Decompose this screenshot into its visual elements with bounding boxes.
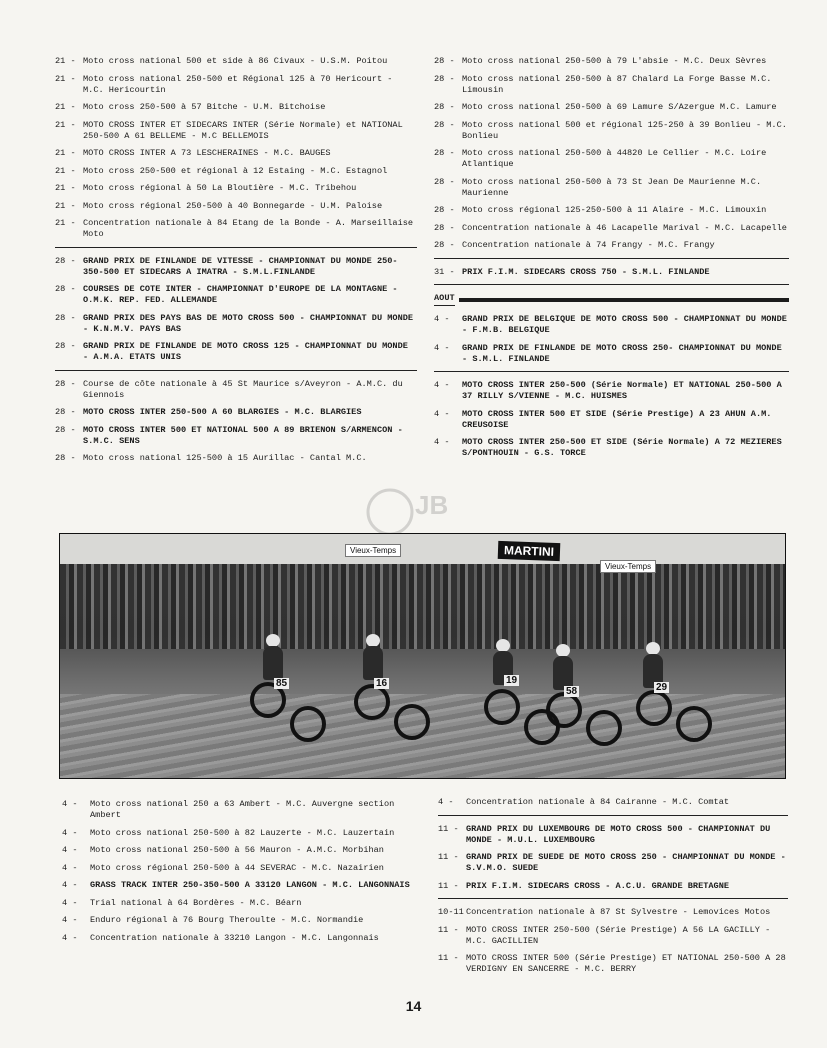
entry-text: Trial national à 64 Bordères - M.C. Béarn xyxy=(90,897,302,908)
calendar-entry xyxy=(434,74,789,96)
calendar-entry xyxy=(438,852,788,874)
calendar-entry xyxy=(62,898,422,909)
entry-text: Moto cross national 500 et side à 86 Civaux - U.S.M. Poitou xyxy=(83,56,388,66)
calendar-entry xyxy=(55,256,417,278)
entry-date: 28 - xyxy=(55,407,76,417)
entry-date: 28 - xyxy=(55,424,76,435)
entry-date: 31 - xyxy=(434,266,455,277)
calendar-entry xyxy=(55,284,417,306)
entry-date: 28 - xyxy=(434,73,455,84)
photo-banner-martini: MARTINI xyxy=(498,541,561,561)
calendar-entry xyxy=(55,425,417,447)
calendar-column-top-right xyxy=(434,56,789,466)
entry-date: 4 - xyxy=(438,797,454,807)
entry-text: Moto cross 250-500 et régional à 12 Estaing - M.C. Estagnol xyxy=(83,165,388,176)
calendar-entry xyxy=(62,880,422,891)
calendar-entry xyxy=(55,453,417,464)
entry-date: 21 - xyxy=(55,165,76,176)
entries-group xyxy=(434,267,789,278)
calendar-entry xyxy=(434,437,789,459)
entry-text: Concentration nationale à 87 St Sylvestre - Lemovices Motos xyxy=(466,907,771,917)
entries-group xyxy=(438,797,788,808)
entry-text: Moto cross national 250-500 à 69 Lamure S/Azergue M.C. Lamure xyxy=(462,102,777,112)
entries-group xyxy=(55,56,417,240)
calendar-entry xyxy=(62,799,422,821)
entries-group xyxy=(438,824,788,892)
entry-date: 28 - xyxy=(55,341,76,351)
divider xyxy=(434,284,789,285)
calendar-entry xyxy=(434,56,789,67)
month-bar xyxy=(459,298,789,302)
entry-text: GRAND PRIX DE FINLANDE DE MOTO CROSS 250- CHAMPIONNAT DU MONDE - S.M.L. FINLANDE xyxy=(462,342,782,364)
entry-text: MOTO CROSS INTER 250-500 (Série Normale) ET NATIONAL 250-500 A 37 RILLY S/VIENNE - M.C. HUISMES xyxy=(462,380,782,401)
entry-date: 4 - xyxy=(62,932,78,943)
entry-date: 21 - xyxy=(55,119,76,130)
entry-date: 11 - xyxy=(438,924,459,935)
calendar-entry xyxy=(438,881,788,892)
calendar-entry xyxy=(62,845,422,856)
entry-text: PRIX F.I.M. SIDECARS CROSS - A.C.U. GRANDE BRETAGNE xyxy=(466,880,730,891)
entry-text: Moto cross 250-500 à 57 Bitche - U.M. Bitchoise xyxy=(83,102,326,112)
entry-date: 4 - xyxy=(62,845,78,855)
entry-date: 4 - xyxy=(434,380,450,390)
entry-date: 4 - xyxy=(434,342,450,353)
calendar-entry xyxy=(434,314,789,336)
entry-text: Enduro régional à 76 Bourg Theroulte - M.C. Normandie xyxy=(90,915,364,925)
calendar-entry xyxy=(434,148,789,170)
calendar-entry xyxy=(55,183,417,194)
entry-date: 28 - xyxy=(55,284,76,294)
entry-text: Moto cross national 250-500 à 44820 Le Cellier - M.C. Loire Atlantique xyxy=(462,148,767,169)
entry-text: MOTO CROSS INTER 250-500 (Série Prestige) A 56 LA GACILLY - M.C. GACILLIEN xyxy=(466,924,771,946)
entry-text: Moto cross national 500 et régional 125-250 à 39 Bonlieu - M.C. Bonlieu xyxy=(462,119,787,141)
entry-text: Moto cross national 250 a 63 Ambert - M.C. Auvergne section Ambert xyxy=(90,799,395,820)
entries-group xyxy=(62,799,422,944)
entry-date: 21 - xyxy=(55,200,76,211)
entry-date: 21 - xyxy=(55,56,76,66)
calendar-entry xyxy=(62,863,422,874)
entry-text: Concentration nationale à 33210 Langon - M.C. Langonnais xyxy=(90,932,379,943)
entry-date: 11 - xyxy=(438,953,459,963)
entry-date: 21 - xyxy=(55,102,76,112)
calendar-entry xyxy=(434,240,789,251)
entry-date: 28 - xyxy=(434,119,455,130)
calendar-entry xyxy=(55,341,417,363)
entry-text: Concentration nationale à 84 Cairanne - M.C. Comtat xyxy=(466,797,730,807)
entry-date: 28 - xyxy=(434,205,455,215)
calendar-entry xyxy=(434,102,789,113)
divider xyxy=(438,898,788,899)
entry-date: 4 - xyxy=(62,827,78,838)
entry-date: 21 - xyxy=(55,73,76,84)
entry-date: 4 - xyxy=(62,799,78,809)
calendar-entry xyxy=(434,380,789,402)
photo-banner: Vieux-Temps xyxy=(600,560,656,573)
entry-text: COURSES DE COTE INTER - CHAMPIONNAT D'EUROPE DE LA MONTAGNE - O.M.K. REP. FED. ALLEMANDE xyxy=(83,284,398,305)
race-number-plate: 85 xyxy=(276,678,288,689)
calendar-entry xyxy=(55,102,417,113)
calendar-entry xyxy=(55,56,417,67)
entry-text: PRIX F.I.M. SIDECARS CROSS 750 - S.M.L. FINLANDE xyxy=(462,266,710,277)
entry-date: 4 - xyxy=(62,897,78,908)
month-heading xyxy=(434,293,789,306)
calendar-entry xyxy=(55,166,417,177)
entries-group xyxy=(434,56,789,251)
page-number: 14 xyxy=(405,998,422,1014)
entry-text: MOTO CROSS INTER 250-500 ET SIDE (Série Normale) A 72 MEZIERES S/PONTHOUIN - G.S. TORCE xyxy=(462,437,782,458)
calendar-entry xyxy=(434,223,789,234)
calendar-column-top-left xyxy=(55,56,417,471)
entry-date: 28 - xyxy=(55,312,76,323)
calendar-entry xyxy=(62,933,422,944)
entry-date: 28 - xyxy=(434,148,455,158)
divider xyxy=(434,371,789,372)
entry-text: MOTO CROSS INTER 500 ET SIDE (Série Prestige) A 23 AHUN A.M. CREUSOISE xyxy=(462,408,772,430)
calendar-entry xyxy=(55,74,417,96)
divider xyxy=(438,815,788,816)
entry-text: Moto cross national 125-500 à 15 Aurillac - Cantal M.C. xyxy=(83,453,367,463)
entry-text: Concentration nationale à 74 Frangy - M.C. Frangy xyxy=(462,240,715,250)
calendar-entry xyxy=(434,409,789,431)
calendar-entry xyxy=(55,313,417,335)
entry-date: 28 - xyxy=(434,102,455,112)
entry-text: GRAND PRIX DE SUEDE DE MOTO CROSS 250 - CHAMPIONNAT DU MONDE - S.V.M.O. SUEDE xyxy=(466,852,786,873)
calendar-entry xyxy=(62,915,422,926)
entry-text: MOTO CROSS INTER ET SIDECARS INTER (Série Normale) et NATIONAL 250-500 A 61 BELLEME - M.C BELLEMOIS xyxy=(83,119,403,141)
entry-text: Moto cross régional 250-500 à 40 Bonnegarde - U.M. Paloise xyxy=(83,200,383,211)
calendar-entry xyxy=(55,148,417,159)
entry-text: Moto cross national 250-500 à 73 St Jean De Maurienne M.C. Maurienne xyxy=(462,176,762,198)
divider xyxy=(55,247,417,248)
entry-text: Moto cross national 250-500 et Régional 125 à 70 Hericourt - M.C. Hericourtin xyxy=(83,73,393,95)
entry-text: MOTO CROSS INTER A 73 LESCHERAINES - M.C. BAUGES xyxy=(83,148,331,158)
entry-text: Concentration nationale à 84 Etang de la Bonde - A. Marseillaise Moto xyxy=(83,218,414,239)
entry-text: GRASS TRACK INTER 250-350-500 A 33120 LANGON - M.C. LANGONNAIS xyxy=(90,880,410,890)
entry-text: Moto cross national 250-500 à 56 Mauron - A.M.C. Morbihan xyxy=(90,845,384,855)
entry-text: Moto cross régional 250-500 à 44 SEVERAC - M.C. Nazairien xyxy=(90,862,384,873)
entry-date: 4 - xyxy=(434,408,450,419)
entry-date: 21 - xyxy=(55,148,76,158)
calendar-entry xyxy=(438,953,788,975)
calendar-entry xyxy=(438,824,788,846)
race-number-plate: 29 xyxy=(656,682,668,693)
calendar-entry xyxy=(55,120,417,142)
calendar-column-bottom-left xyxy=(62,799,422,950)
entry-text: Course de côte nationale à 45 St Maurice s/Aveyron - A.M.C. du Giennois xyxy=(83,378,403,400)
entry-text: Moto cross régional 125-250-500 à 11 Alaire - M.C. Limouxin xyxy=(462,205,767,215)
calendar-entry xyxy=(438,797,788,808)
entry-text: Moto cross national 250-500 à 87 Chalard La Forge Basse M.C. Limousin xyxy=(462,73,772,95)
calendar-entry xyxy=(62,828,422,839)
entry-date: 11 - xyxy=(438,823,459,834)
entry-date: 28 - xyxy=(55,255,76,266)
calendar-entry xyxy=(434,177,789,199)
calendar-entry xyxy=(55,201,417,212)
calendar-column-bottom-right xyxy=(438,797,788,982)
entries-group xyxy=(55,256,417,364)
entry-date: 28 - xyxy=(55,453,76,463)
entry-date: 11 - xyxy=(438,880,459,891)
entry-text: GRAND PRIX DES PAYS BAS DE MOTO CROSS 500 - CHAMPIONNAT DU MONDE - K.N.M.V. PAYS BAS xyxy=(83,312,414,334)
divider xyxy=(434,258,789,259)
entry-date: 28 - xyxy=(434,56,455,66)
entry-date: 4 - xyxy=(434,314,450,324)
entry-date: 21 - xyxy=(55,183,76,193)
entry-date: 10-11 xyxy=(438,907,464,917)
entry-text: Moto cross régional à 50 La Bloutière - M.C. Tribehou xyxy=(83,183,357,193)
entry-date: 21 - xyxy=(55,218,76,228)
entry-text: GRAND PRIX DE FINLANDE DE VITESSE - CHAMPIONNAT DU MONDE 250-350-500 ET SIDECARS A IMATRA - S.M.L.FINLANDE xyxy=(83,255,398,277)
entry-text: GRAND PRIX DU LUXEMBOURG DE MOTO CROSS 500 - CHAMPIONNAT DU MONDE - M.U.L. LUXEMBOURG xyxy=(466,823,771,845)
photo-sky xyxy=(60,534,785,564)
calendar-entry xyxy=(438,907,788,918)
calendar-entry xyxy=(55,218,417,240)
entries-group xyxy=(55,379,417,465)
divider xyxy=(55,370,417,371)
entry-date: 4 - xyxy=(62,862,78,873)
calendar-entry xyxy=(55,379,417,401)
entry-text: MOTO CROSS INTER 250-500 A 60 BLARGIES - M.C. BLARGIES xyxy=(83,407,362,417)
entry-date: 4 - xyxy=(62,915,78,925)
entry-date: 28 - xyxy=(55,378,76,389)
entry-text: Moto cross national 250-500 à 82 Lauzerte - M.C. Lauzertain xyxy=(90,827,395,838)
entry-text: GRAND PRIX DE FINLANDE DE MOTO CROSS 125 - CHAMPIONNAT DU MONDE - A.M.A. ETATS UNIS xyxy=(83,341,408,362)
calendar-entry xyxy=(434,205,789,216)
entry-text: Moto cross national 250-500 à 79 L'absie - M.C. Deux Sèvres xyxy=(462,56,767,66)
entry-date: 4 - xyxy=(434,437,450,447)
calendar-entry xyxy=(434,267,789,278)
entries-group xyxy=(434,314,789,365)
photo-banner: Vieux-Temps xyxy=(345,544,401,557)
calendar-entry xyxy=(434,343,789,365)
motocross-photo xyxy=(59,533,786,779)
calendar-entry xyxy=(55,407,417,418)
entry-text: MOTO CROSS INTER 500 (Série Prestige) ET NATIONAL 250-500 A 28 VERDIGNY EN SANCERRE - M.C. BERRY xyxy=(466,953,786,974)
svg-text:JB: JB xyxy=(415,490,449,520)
entry-date: 28 - xyxy=(434,222,455,233)
entry-date: 28 - xyxy=(434,176,455,187)
race-number-plate: 58 xyxy=(566,686,578,697)
entry-date: 28 - xyxy=(434,240,455,250)
race-number-plate: 19 xyxy=(506,675,518,686)
calendar-entry xyxy=(434,120,789,142)
entry-text: Concentration nationale à 46 Lacapelle Marival - M.C. Lacapelle xyxy=(462,222,787,233)
race-number-plate: 16 xyxy=(376,678,388,689)
calendar-entry xyxy=(438,925,788,947)
entries-group xyxy=(434,380,789,459)
entry-date: 4 - xyxy=(62,880,78,890)
month-label: AOUT xyxy=(434,293,455,306)
entry-text: GRAND PRIX DE BELGIQUE DE MOTO CROSS 500 - CHAMPIONNAT DU MONDE - F.M.B. BELGIQUE xyxy=(462,314,787,335)
entry-date: 11 - xyxy=(438,852,459,862)
entry-text: MOTO CROSS INTER 500 ET NATIONAL 500 A 89 BRIENON S/ARMENCON - S.M.C. SENS xyxy=(83,424,403,446)
entries-group xyxy=(438,907,788,975)
photo-crowd xyxy=(60,564,785,649)
